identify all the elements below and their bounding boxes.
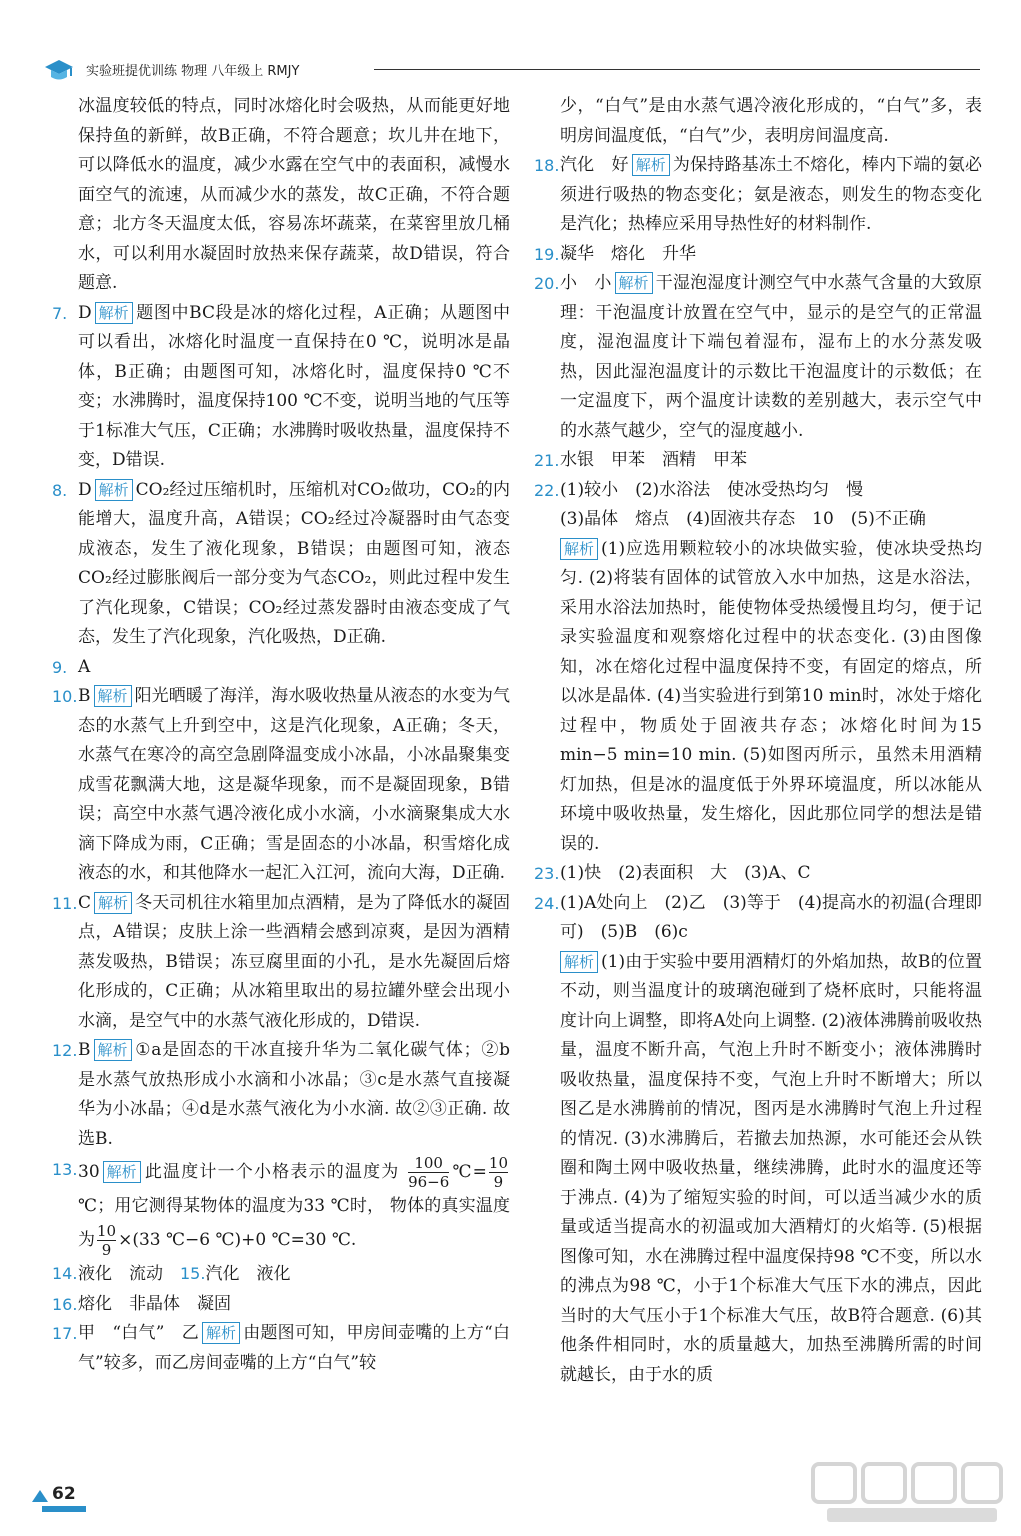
item-answer: 汽化 液化: [205, 1264, 291, 1284]
item-text: (1)由于实验中要用酒精灯的外焰加热，故B的位置不动，则当温度计的玻璃泡碰到了烧杯底时，只能将温度计向上调整，即将A处向上调整. (2)液体沸腾前吸收热量，温度不断升高，气泡上升时不断变小；液体沸腾时吸收热量，温度保持不变，气泡上升时不断增大；所以图乙是水沸腾前的情况，图丙是水沸腾时气泡上升过程的情况. (3)水沸腾后，若撤去加热源，水可能还会从铁圈和陶土网中吸收热量，继续沸腾，此时水的温度还等于沸点. (4)为了缩短实验的时间，可以适当减少水的质量或适当提高水的初温或加大酒精灯的火焰等. (5)根据图像可知，水在沸腾过程中温度保持98 ℃不变，所以水的沸点为98 ℃，小于1个标准大气压下水的沸点，因此当时的大气压小于1个标准大气压，故B符合题意. (6)其他条件相同时，水的质量越大，加热至沸腾所需的时间就越长，由于水的质: [560, 951, 982, 1385]
answer-item-22: [534, 476, 982, 860]
answer-item-10: [52, 682, 510, 889]
item-answer: 水银 甲苯 酒精 甲苯: [560, 450, 747, 470]
fraction: [489, 1154, 508, 1191]
item-answer: 小 小: [560, 273, 612, 293]
answer-item-12: [52, 1036, 510, 1154]
arrow-up-icon: [32, 1490, 48, 1502]
item-text: 题图中BC段是冰的熔化过程，A正确；从题图中可以看出，冰熔化时温度一直保持在0 ℃，说明冰是晶体，B正确；由题图可知，冰熔化时，温度保持0 ℃不变；水沸腾时，温度保持100 ℃不变，说明当地的气压等于1标准大气压，C正确；水沸腾时吸收热量，温度保持不变，D错误.: [78, 302, 510, 470]
item-text: 由题图可知，甲房间壶嘴的上方“白气”较多，而乙房间壶嘴的上方“白气”较: [78, 1323, 510, 1373]
answer-item-17: [52, 1319, 510, 1378]
item-text: 冬天司机往水箱里加点酒精，是为了降低水的凝固点，A错误；皮肤上涂一些酒精会感到凉爽，是因为酒精蒸发吸热，B错误；冻豆腐里面的小孔，是水先凝固后熔化形成的，C正确；从冰箱里取出的易拉罐外壁会出现小水滴，是空气中的水蒸气液化形成的，D错误.: [78, 892, 510, 1031]
item-number: 7.: [52, 303, 68, 323]
answer-item-21: [534, 446, 982, 476]
item-answer: D: [78, 479, 92, 500]
item-answer: B: [78, 1040, 91, 1060]
right-lead-paragraph: 少，“白气”是由水蒸气遇冷液化形成的，“白气”多，表明房间温度低，“白气”少，表明房间温度高.: [560, 96, 982, 146]
item-number: 18.: [534, 156, 560, 175]
fraction-denominator: 9: [489, 1172, 508, 1191]
answer-item-8: [52, 476, 510, 653]
item-number: 23.: [534, 864, 560, 883]
item-answer: 甲 “白气” 乙: [78, 1323, 200, 1343]
item-answer: 30: [78, 1162, 100, 1182]
item-number: 11.: [52, 893, 78, 913]
item-answer: (1)快 (2)表面积 大 (3)A、C: [560, 863, 811, 883]
item-answer: (3)晶体 熔点 (4)固液共存态 10 (5)不正确: [560, 509, 926, 529]
answer-item-7: [52, 299, 510, 476]
item-text: 干湿泡湿度计测空气中水蒸气含量的大致原理：干泡温度计放置在空气中，显示的是空气的正常温度，湿泡温度计下端包着湿布，湿布上的水分蒸发吸热，因此湿泡温度计的示数比干泡温度计的示数低；在一定温度下，两个温度计读数的差别越大，表示空气中的水蒸气越少，空气的湿度越小.: [560, 273, 983, 441]
item-answer: B: [78, 686, 91, 706]
left-column: [52, 92, 510, 1378]
fraction: [408, 1154, 449, 1191]
item-answer: 汽化 好: [560, 155, 629, 175]
fraction-numerator: 10: [97, 1222, 117, 1240]
answer-item-9: [52, 653, 510, 683]
item-number: 21.: [534, 451, 560, 470]
analysis-tag: 解析: [103, 1161, 141, 1183]
item-text: ℃；用它测得某物体的温度为33 ℃时，: [78, 1196, 385, 1216]
item-answer: A: [78, 656, 91, 677]
item-number: 16.: [52, 1294, 78, 1314]
analysis-tag: 解析: [632, 154, 670, 176]
answer-item-23: [534, 859, 982, 889]
item-text: 阳光晒暖了海洋，海水吸收热量从液态的水变为气态的水蒸气上升到空中，这是汽化现象，A正确；冬天，水蒸气在寒冷的高空急剧降温变成小冰晶，小冰晶聚集变成雪花飘满大地，这是凝华现象，而不是凝固现象，B错误；高空中水蒸气遇冷液化成小水滴，小水滴聚集成大水滴下降成为雨，C正确；雪是固态的小冰晶，积雪熔化成液态的水，和其他降水一起汇入江河，流向大海，D正确.: [78, 686, 510, 883]
page-number-bar: [42, 1506, 86, 1512]
item-answer: 熔化 非晶体 凝固: [78, 1293, 231, 1314]
fraction-denominator: 9: [97, 1240, 116, 1259]
fraction-denominator: 96−6: [408, 1173, 450, 1191]
item-text: 为保持路基冻土不熔化，棒内下端的氨必须进行吸热的物态变化；氨是液态，则发生的物态变化是汽化；热棒应采用导热性好的材料制作.: [560, 155, 983, 234]
analysis-tag: 解析: [95, 302, 133, 324]
analysis-tag: 解析: [94, 892, 132, 914]
item-answer: (1)较小 (2)水浴法 使冰受热均匀 慢: [560, 479, 864, 500]
item-number: 10.: [52, 687, 78, 706]
analysis-tag: 解析: [94, 685, 132, 707]
analysis-tag: 解析: [615, 272, 653, 294]
analysis-tag: 解析: [560, 538, 598, 560]
item-number: 17.: [52, 1324, 78, 1343]
item-text: 物体的真实温度为: [78, 1196, 511, 1250]
left-lead-paragraph: 冰温度较低的特点，同时冰熔化时会吸热，从而能更好地保持鱼的新鲜，故B正确，不符合题意；坎儿井在地下，可以降低水的温度，减少水露在空气中的表面积，减慢水面空气的流速，从而减少水的蒸发，故C正确，不符合题意；北方冬天温度太低，容易冻坏蔬菜，在菜窖里放几桶水，可以利用水凝固时放热来保存蔬菜，故D错误，符合题意.: [78, 96, 510, 293]
analysis-tag: 解析: [202, 1322, 240, 1344]
watermark-logo: [807, 1458, 1007, 1528]
header-rule: [374, 69, 980, 70]
item-answer: 凝华 熔化 升华: [560, 243, 696, 264]
page-number: 62: [52, 1484, 76, 1504]
item-answer: C: [78, 892, 92, 913]
answer-item-19: [534, 240, 982, 270]
item-number: 24.: [534, 893, 560, 913]
answer-item-14-15: [52, 1259, 510, 1290]
answer-item-13: [52, 1154, 510, 1259]
answer-item-16: [52, 1290, 510, 1320]
item-number: 12.: [52, 1041, 78, 1060]
answer-item-20: [534, 269, 982, 446]
item-text: (1)应选用颗粒较小的冰块做实验，使冰块受热均匀. (2)将装有固体的试管放入水中加热，这是水浴法，采用水浴法加热时，能使物体受热缓慢且均匀，便于记录实验温度和观察熔化过程中的状态变化. (3)由图像知，冰在熔化过程中温度保持不变，有固定的熔点，所以冰是晶体. (4)当实验进行到第10 min时，冰处于熔化过程中，物质处于固液共存态；冰熔化时间为15 min−5 min=10 min. (5)如图丙所示，虽然未用酒精灯加热，但是冰的温度低于外界环境温度，所以冰能从环境中吸收热量，发生熔化，因此那位同学的想法是错误的.: [560, 538, 982, 854]
item-number: 8.: [52, 480, 68, 500]
item-number: 15.: [180, 1264, 206, 1283]
fraction-numerator: 100: [414, 1154, 443, 1172]
analysis-tag: 解析: [95, 479, 133, 501]
item-number: 9.: [52, 657, 68, 677]
page-header: [44, 56, 980, 86]
item-text: CO₂经过压缩机时，压缩机对CO₂做功，CO₂的内能增大，温度升高，A错误；CO₂经过冷凝器时由气态变成液态，发生了液化现象，B错误；由题图可知，液态CO₂经过膨胀阀后一部分变为气态CO₂，则此过程中发生了汽化现象，C错误；CO₂经过蒸发器时由液态变成了气态，发生了汽化现象，汽化吸热，D正确.: [78, 479, 510, 647]
item-text: ×(33 ℃−6 ℃)+0 ℃=30 ℃.: [118, 1230, 357, 1250]
answer-item-24: [534, 889, 982, 1391]
answer-item-18: [534, 151, 982, 240]
answer-item-11: [52, 889, 510, 1037]
analysis-tag: 解析: [94, 1039, 132, 1061]
item-answer: D: [78, 302, 92, 323]
item-number: 14.: [52, 1264, 78, 1283]
page-number-badge: [32, 1484, 86, 1514]
item-number: 19.: [534, 244, 560, 264]
item-answer: 液化 流动: [78, 1264, 180, 1284]
graduation-cap-icon: [44, 58, 74, 84]
item-answer: (1)A处向上 (2)乙 (3)等于 (4)提高水的初温(合理即可) (5)B (6)c: [560, 892, 982, 942]
analysis-tag: 解析: [560, 951, 598, 973]
item-number: 22.: [534, 480, 560, 500]
fraction: [97, 1222, 116, 1259]
item-text: 此温度计一个小格表示的温度为: [143, 1162, 400, 1182]
item-text: ①a是固态的干冰直接升华为二氧化碳气体；②b是水蒸气放热形成小水滴和小冰晶；③c是水蒸气直接凝华为小冰晶；④d是水蒸气液化为小水滴. 故②③正确. 故选B.: [78, 1040, 510, 1149]
item-number: 13.: [52, 1160, 78, 1179]
fraction-numerator: 10: [488, 1154, 508, 1172]
right-column: [534, 92, 982, 1390]
item-text: ℃=: [451, 1162, 487, 1182]
header-title: 实验班提优训练 物理 八年级上 RMJY: [86, 64, 300, 79]
item-number: 20.: [534, 274, 560, 293]
